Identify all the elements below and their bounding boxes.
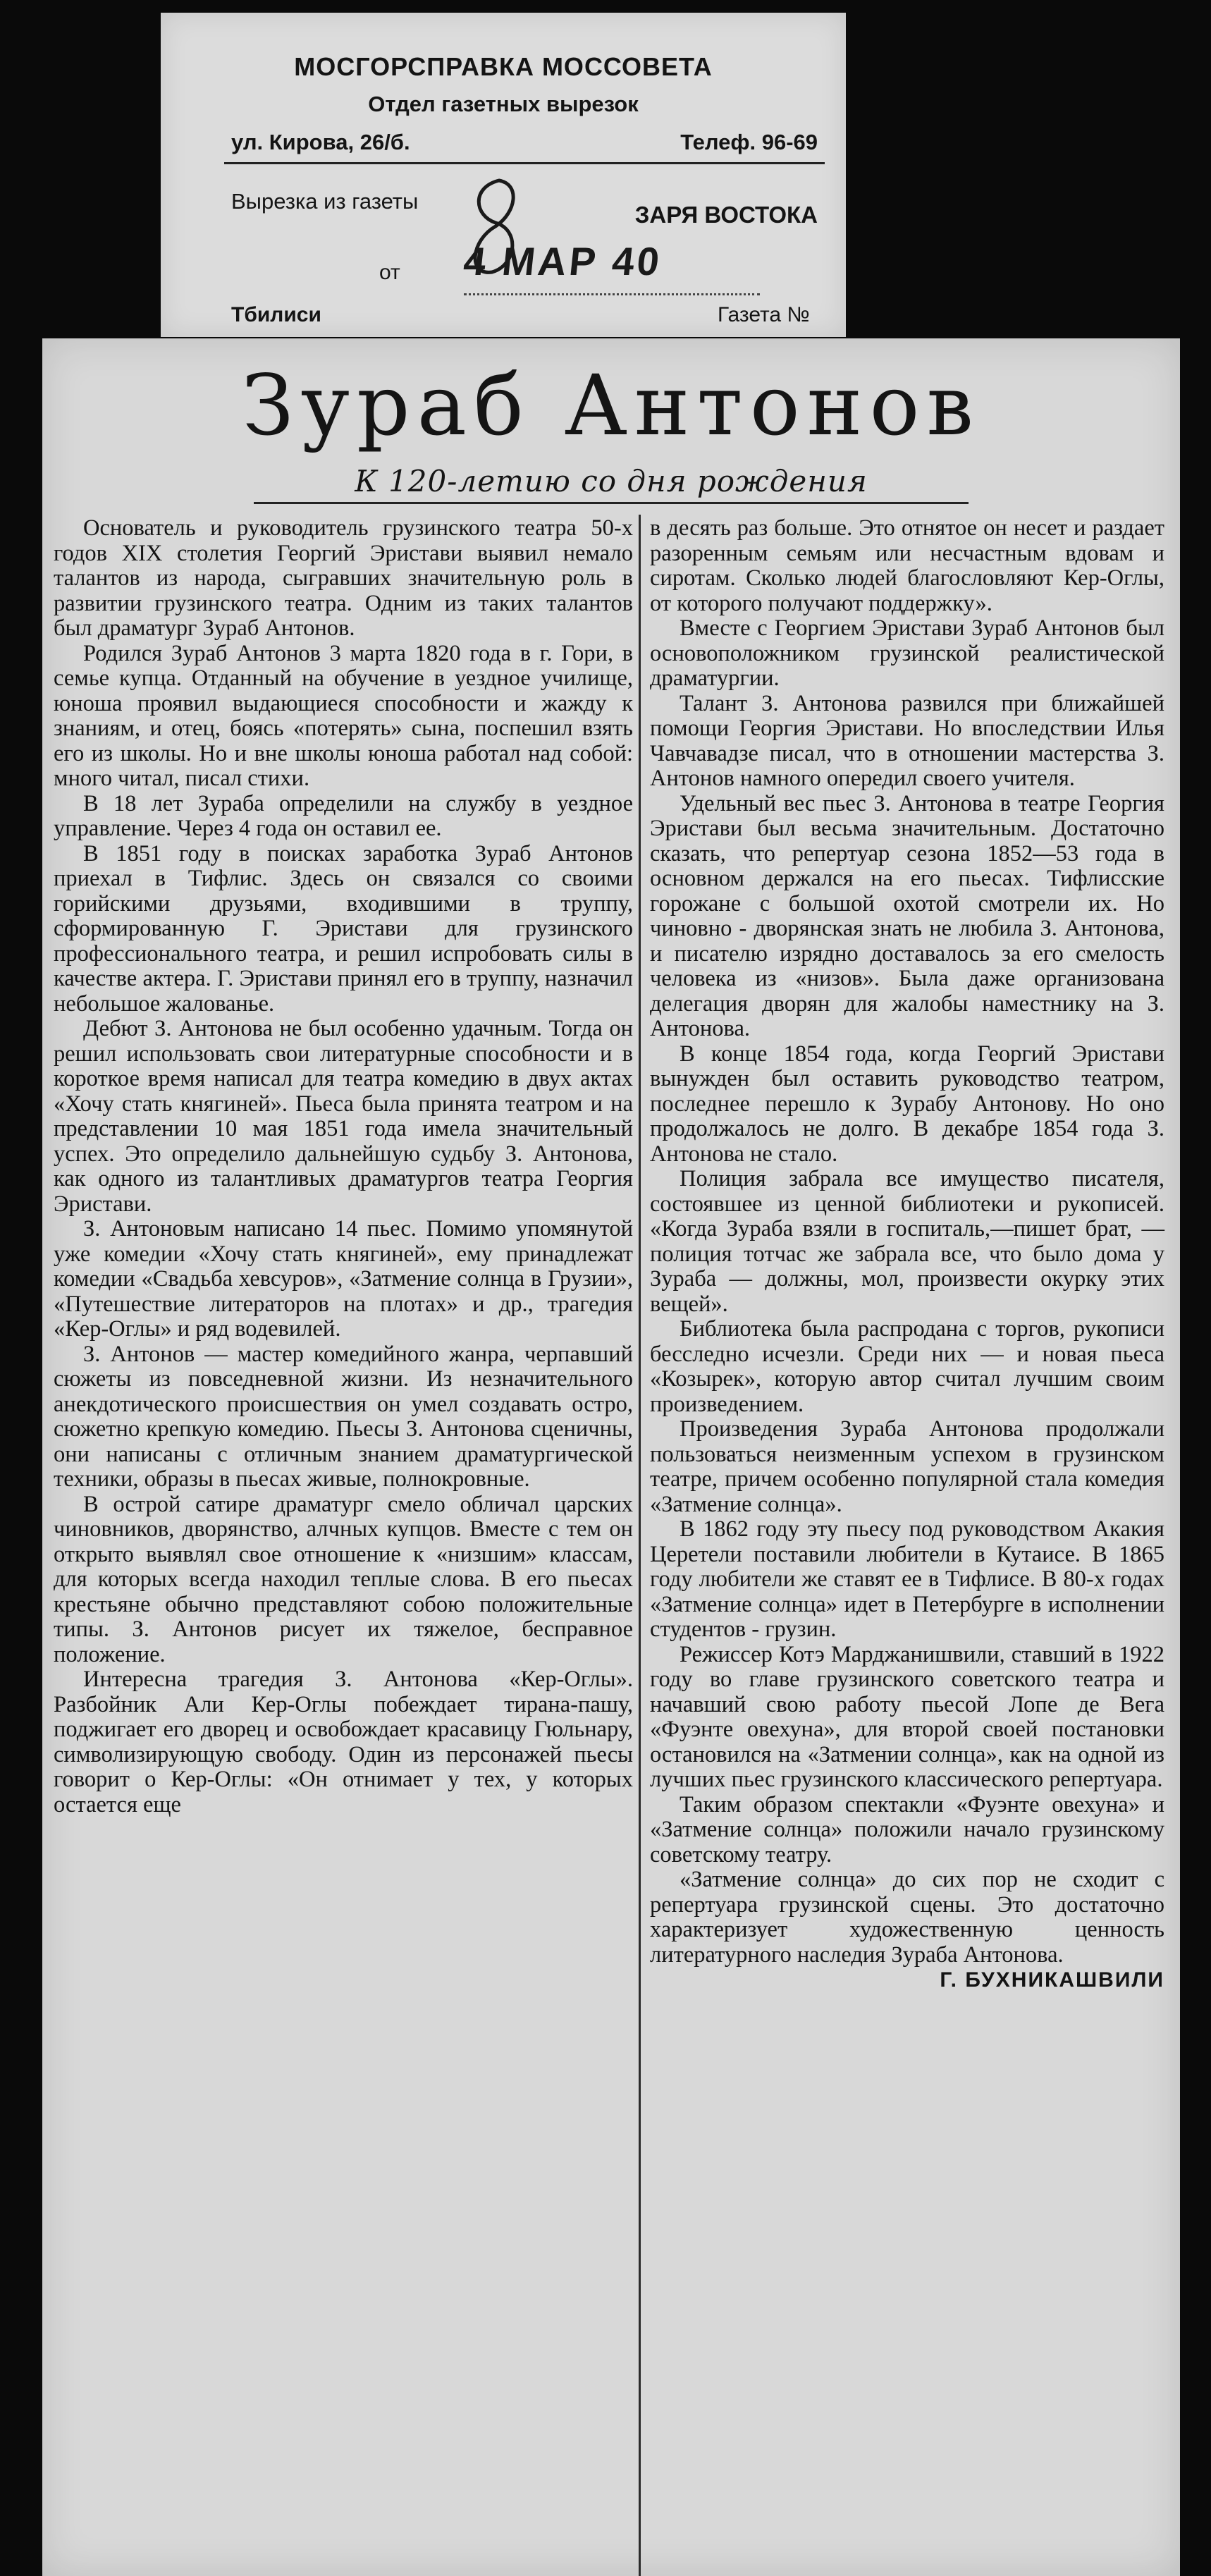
paragraph: З. Антонов — мастер комедийного жанра, черпавший сюжеты из повседневной жизни. Из незначительного анекдотического происшествия он умел создавать остро, сюжетно крепкую комедию. Пьесы З. Антонова сценичны, они написаны с отличным знанием драматургической техники, образы в пьесах живые, полнокровные. xyxy=(54,1341,633,1492)
agency-phone: Телеф. 96-69 xyxy=(680,130,818,154)
paragraph: В 1862 году эту пьесу под руководством Акакия Церетели поставили любители в Кутаисе. В 1865 году любители же ставят ее в Тифлисе. В 80-х годах «Затмение солнца» идет в Петербурге в исполнении студентов - грузин. xyxy=(650,1516,1164,1642)
paragraph: В 1851 году в поисках заработка Зураб Антонов приехал в Тифлис. Здесь он связался со своими горийскими друзьями, входившими в труппу, сформированную Г. Эристави для грузинского профессионального театра, и решил испробовать силы в качестве актера. Г. Эристави принял его в труппу, назначил небольшое жалованье. xyxy=(54,840,633,1017)
paragraph: Таким образом спектакли «Фуэнте овехуна» и «Затмение солнца» положили начало грузинскому советскому театру. xyxy=(650,1791,1164,1867)
paragraph: Библиотека была распродана с торгов, рукописи бесследно исчезли. Среди них — и новая пьеса «Козырек», которую автор считал лучшим своим произведением. xyxy=(650,1316,1164,1417)
paragraph: В 18 лет Зураба определили на службу в уездное управление. Через 4 года он оставил ее. xyxy=(54,790,633,841)
paragraph: Основатель и руководитель грузинского театра 50-х годов XIX столетия Георгий Эристави выявил немало талантов из народа, сыгравших значительную роль в развитии грузинского театра. Одним из таких талантов был драматург Зураб Антонов. xyxy=(54,515,633,641)
paragraph: Удельный вес пьес З. Антонова в театре Георгия Эристави был весьма значительным. Достаточно сказать, что репертуар сезона 1852—53 года в основном держался на его пьесах. Тифлисские горожане с большой охотой смотрели их. Но чиновно - дворянская знать не любила З. Антонова, и писателю изрядно доставалось за его смелость человека из «низов». Была даже организована делегация дворян для жалобы наместнику на З. Антонова. xyxy=(650,790,1164,1041)
paragraph: Дебют З. Антонова не был особенно удачным. Тогда он решил использовать свои литературные способности и в короткое время написал для театра комедию в двух актах «Хочу стать княгиней». Пьеса была принята театром и на представлении 10 мая 1851 года имела значительный успех. Это определило дальнейшую судьбу З. Антонова, как одного из талантливых драматургов театра Георгия Эристави. xyxy=(54,1016,633,1217)
paragraph: «Затмение солнца» до сих пор не сходит с репертуара грузинской сцены. Это достаточно характеризует художественную ценность литературного наследия Зураба Антонова. xyxy=(650,1867,1164,1968)
column-divider xyxy=(639,515,641,2576)
paragraph: Произведения Зураба Антонова продолжали пользоваться неизменным успехом в грузинском театре, причем особенно популярной стала комедия «Затмение солнца». xyxy=(650,1416,1164,1517)
department-name: Отдел газетных вырезок xyxy=(368,92,639,116)
paragraph: Интересна трагедия З. Антонова «Кер-Оглы». Разбойник Али Кер-Оглы побеждает тирана-пашу, поджигает его дворец и освобождает красавицу Гюльнару, символизирующую свободу. Один из персонажей пьесы говорит о Кер-Оглы: «Он отнимает у тех, у которых остается еще xyxy=(54,1667,633,1817)
clip-source-label: Вырезка из газеты xyxy=(231,189,419,214)
newspaper-name: ЗАРЯ ВОСТОКА xyxy=(634,202,818,228)
agency-name: МОСГОРСПРАВКА МОССОВЕТА xyxy=(294,52,713,81)
paragraph: Полиция забрала все имущество писателя, состоявшее из ценной библиотеки и рукописей. «Когда Зураба взяли в госпиталь,—пишет брат, — полиция тотчас же забрала все, что было дома у Зураба — должны, мол, произвести окурку этих вещей». xyxy=(650,1166,1164,1317)
article-clipping xyxy=(42,338,1180,2576)
article-column-left xyxy=(54,516,633,1817)
agency-address: ул. Кирова, 26/б. xyxy=(231,130,410,154)
article-subtitle: К 120-летию со дня рождения xyxy=(355,464,868,498)
article-author: Г. БУХНИКАШВИЛИ xyxy=(940,1968,1164,1992)
paragraph: З. Антоновым написано 14 пьес. Помимо упомянутой уже комедии «Хочу стать княгиней», ему принадлежат комедии «Свадьба хевсуров», «Затмение солнца в Грузии», «Путешествие литераторов на плотах» и др., трагедия «Кер-Оглы» и ряд водевилей. xyxy=(54,1216,633,1342)
newspaper-number-label: Газета № xyxy=(718,303,810,326)
header-divider xyxy=(224,162,825,164)
clipping-header-slip xyxy=(161,13,846,337)
paragraph: Вместе с Георгием Эристави Зураб Антонов был основоположником грузинской реалистической драматургии. xyxy=(650,615,1164,691)
paragraph: Режиссер Котэ Марджанишвили, ставший в 1922 году во главе грузинского советского театра и начавший свою работу пьесой Лопе де Вега «Фуэнте овехуна», для второй своей постановки остановился на «Затмении солнца», как на одной из лучших пьес грузинского классического репертуара. xyxy=(650,1641,1164,1792)
article-column-right xyxy=(650,516,1164,1993)
paragraph: Родился Зураб Антонов 3 марта 1820 года в г. Гори, в семье купца. Отданный на обучение в уездное училище, юноша проявил выдающиеся способности и жажду к знаниям, и отец, боясь «потерять» сына, поспешил взять его из школы. Но и вне школы юноша работал над собой: много читал, писал стихи. xyxy=(54,640,633,791)
title-divider xyxy=(254,502,969,504)
city-name: Тбилиси xyxy=(231,303,321,326)
paragraph: в десять раз больше. Это отнятое он несет и раздает разоренным семьям или несчастным вдовам и сиротам. Сколько людей благословляют Кер-Оглы, от которого получают поддержку». xyxy=(650,515,1164,616)
date-dotted-line xyxy=(464,293,760,295)
paragraph: В острой сатире драматург смело обличал царских чиновников, дворянство, алчных купцов. Вместе с тем он открыто выявлял свое отношение к «низшим» классам, для которых всегда находил теплые слова. В его пьесах крестьяне обычно представляют собою положительные типы. З. Антонов рисует их тяжелое, бесправное положение. xyxy=(54,1491,633,1667)
date-from-label: от xyxy=(379,261,400,284)
paragraph: В конце 1854 года, когда Георгий Эристави вынужден был оставить руководство театром, последнее перешло к Зурабу Антонову. Но оно продолжалось не долго. В декабре 1854 года З. Антонова не стало. xyxy=(650,1041,1164,1167)
date-stamp: 4 МАР 40 xyxy=(461,239,665,283)
article-title: Зураб Антонов xyxy=(242,357,981,454)
paragraph: Талант З. Антонова развился при ближайшей помощи Георгия Эристави. Но впоследствии Илья Чавчавадзе писал, что в отношении мастерства З. Антонов намного опередил своего учителя. xyxy=(650,690,1164,791)
